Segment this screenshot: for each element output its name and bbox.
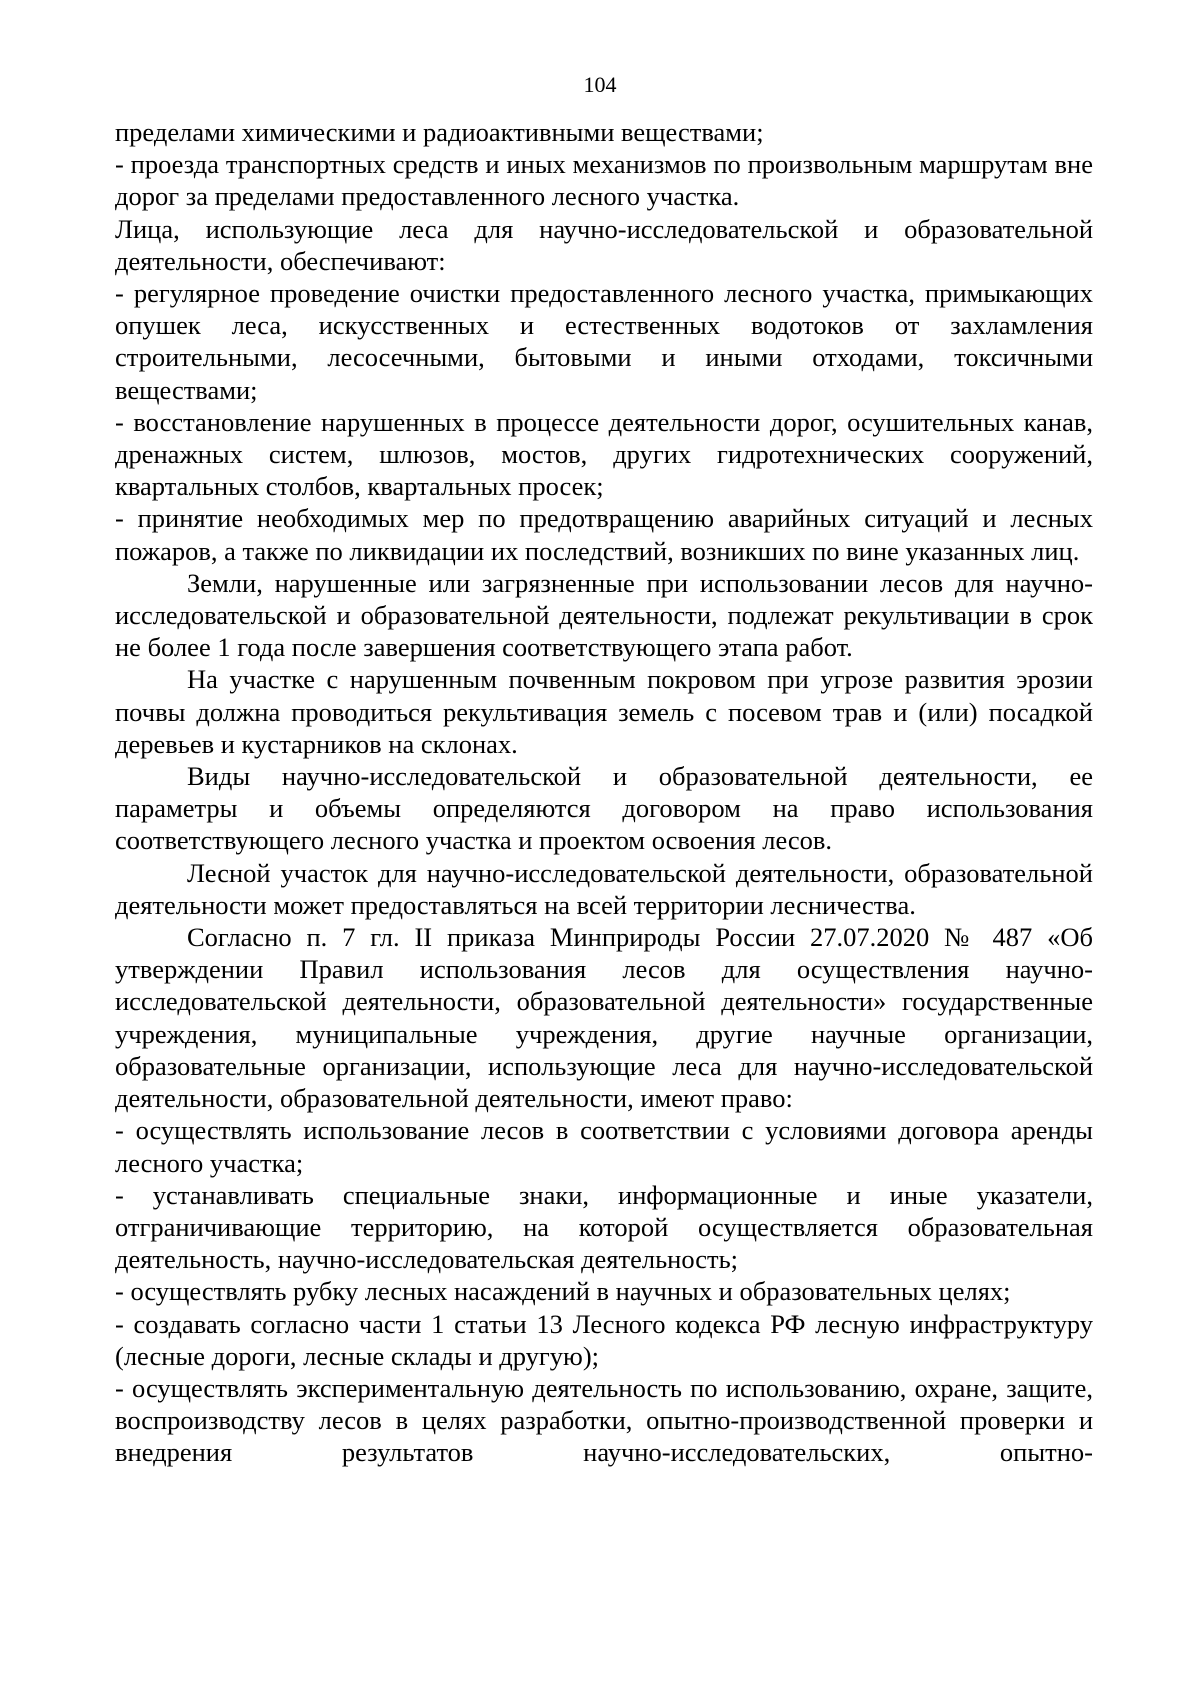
paragraph-10: Лесной участок для научно-исследовательской деятельности, образовательной деятельности может предоставляться на всей территории лесничества. [115,857,1093,920]
paragraph-7: Земли, нарушенные или загрязненные при использовании лесов для научно-исследовательской и образовательной деятельности, подлежат рекультивации в срок не более 1 года после завершения соответствующего этапа работ. [115,567,1093,663]
paragraph-9: Виды научно-исследовательской и образовательной деятельности, ее параметры и объемы определяются договором на право использования соответствующего лесного участка и проектом освоения лесов. [115,761,1093,856]
page-number: 104 [583,72,617,97]
paragraph-1: пределами химическими и радиоактивными веществами; [115,117,764,147]
paragraph-5: - восстановление нарушенных в процессе деятельности дорог, осушительных канав, дренажных систем, шлюзов, мостов, других гидротехнических сооружений, квартальных столбов, квартальных просек; [115,406,1093,502]
paragraph-12: - осуществлять использование лесов в соответствии с условиями договора аренды лесного участка; [115,1115,1093,1178]
paragraph-2: - проезда транспортных средств и иных механизмов по произвольным маршрутам вне дорог за пределами предоставленного лесного участка. [115,149,1093,212]
paragraph-4: - регулярное проведение очистки предоставленного лесного участка, примыкающих опушек леса, искусственных и естественных водотоков от захламления строительными, лесосечными, бытовыми и иными отходами, токсичными веществами; [115,278,1093,405]
document-body [115,116,1093,1469]
paragraph-15: - создавать согласно части 1 статьи 13 Лесного кодекса РФ лесную инфраструктуру (лесные дороги, лесные склады и другую); [115,1308,1093,1371]
paragraph-6: - принятие необходимых мер по предотвращению аварийных ситуаций и лесных пожаров, а также по ликвидации их последствий, возникших по вине указанных лиц. [115,503,1093,566]
paragraph-13: - устанавливать специальные знаки, информационные и иные указатели, отграничивающие территорию, на которой осуществляется образовательная деятельность, научно-исследовательская деятельность; [115,1179,1093,1275]
paragraph-3: Лица, использующие леса для научно-исследовательской и образовательной деятельности, обеспечивают: [115,213,1093,276]
paragraph-14: - осуществлять рубку лесных насаждений в научных и образовательных целях; [115,1276,1011,1307]
paragraph-16: - осуществлять экспериментальную деятельность по использованию, охране, защите, воспроизводству лесов в целях разработки, опытно-производственной проверки и внедрения результатов научно-исследовательских, опытно- [115,1372,1093,1468]
paragraph-11: Согласно п. 7 гл. II приказа Минприроды России 27.07.2020 № 487 «Об утверждении Правил использования лесов для осуществления научно-исследовательской деятельности, образовательной деятельности» государственные учреждения, муниципальные учреждения, другие научные организации, образовательные организации, использующие леса для научно-исследовательской деятельности, образовательной деятельности, имеют право: [115,922,1093,1114]
paragraph-8: На участке с нарушенным почвенным покровом при угрозе развития эрозии почвы должна проводиться рекультивация земель с посевом трав и (или) посадкой деревьев и кустарников на склонах. [115,664,1093,759]
